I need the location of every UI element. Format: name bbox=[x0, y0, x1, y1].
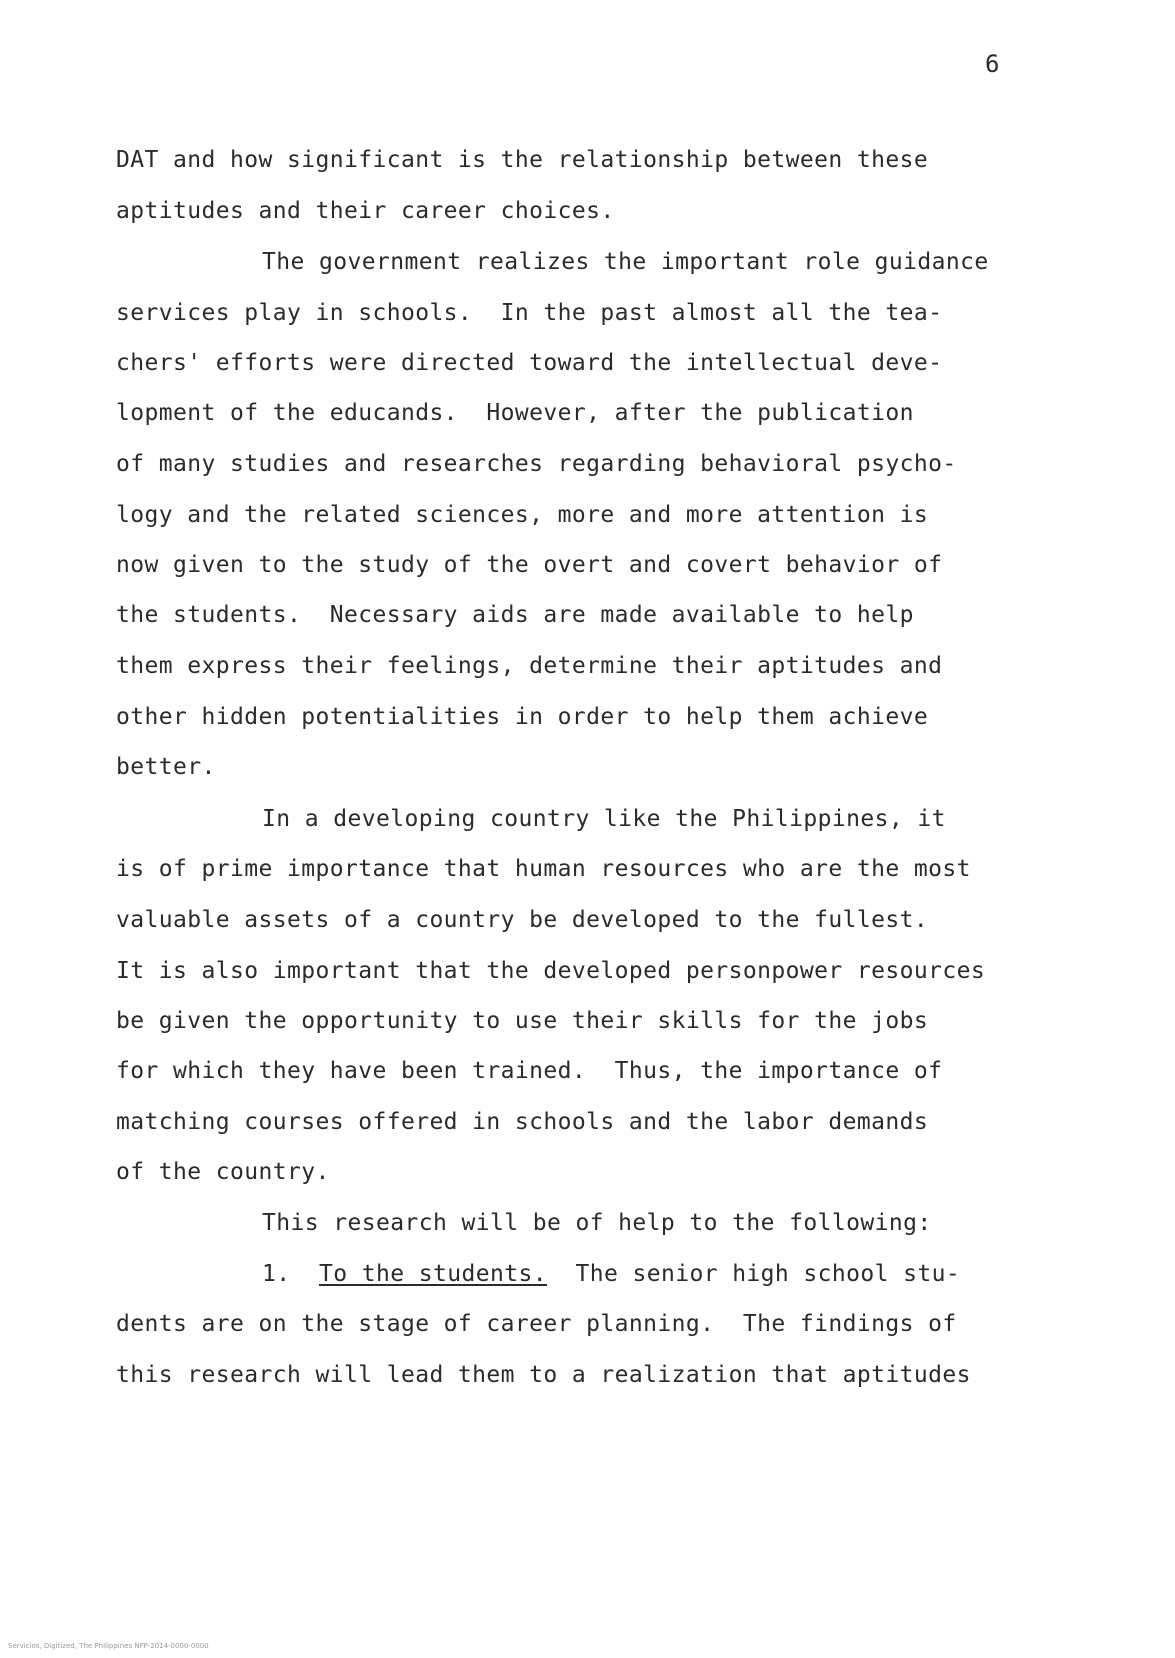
paragraph-line: It is also important that the developed personpower resources bbox=[116, 958, 986, 984]
paragraph-line: matching courses offered in schools and the labor demands bbox=[116, 1109, 929, 1135]
paragraph-line: The government realizes the important role guidance bbox=[262, 249, 989, 275]
paragraph-line: better. bbox=[116, 754, 216, 780]
paragraph-line: this research will lead them to a realization that aptitudes bbox=[116, 1362, 971, 1388]
paragraph-line: aptitudes and their career choices. bbox=[116, 198, 615, 224]
paragraph-line: logy and the related sciences, more and more attention is bbox=[116, 502, 929, 528]
page-number: 6 bbox=[985, 50, 1000, 78]
paragraph-line: is of prime importance that human resources who are the most bbox=[116, 856, 971, 882]
paragraph-line: them express their feelings, determine their aptitudes and bbox=[116, 653, 943, 679]
footer-note: Servicios, Digitized, The Philippines NFP-2014-0000-0000 bbox=[8, 1642, 209, 1650]
list-item-text: The senior high school stu- bbox=[575, 1261, 961, 1287]
list-item-heading: To the students. bbox=[319, 1261, 547, 1287]
paragraph-line: This research will be of help to the following: bbox=[262, 1210, 932, 1236]
paragraph-line: valuable assets of a country be developed to the fullest. bbox=[116, 907, 929, 933]
paragraph-line: chers' efforts were directed toward the intellectual deve- bbox=[116, 350, 943, 376]
paragraph-line: In a developing country like the Philippines, it bbox=[262, 806, 946, 832]
paragraph-line: the students. Necessary aids are made available to help bbox=[116, 602, 914, 628]
paragraph-line: dents are on the stage of career planning. The findings of bbox=[116, 1311, 957, 1337]
paragraph-line: services play in schools. In the past almost all the tea- bbox=[116, 300, 943, 326]
paragraph-line: for which they have been trained. Thus, the importance of bbox=[116, 1058, 943, 1084]
paragraph-line: lopment of the educands. However, after the publication bbox=[116, 400, 914, 426]
list-item-number: 1. bbox=[262, 1261, 291, 1287]
paragraph-line: now given to the study of the overt and covert behavior of bbox=[116, 552, 943, 578]
paragraph-line: DAT and how significant is the relationship between these bbox=[116, 147, 929, 173]
paragraph-line: of many studies and researches regarding behavioral psycho- bbox=[116, 451, 957, 477]
list-item-heading-line bbox=[262, 1259, 960, 1289]
paragraph-line: other hidden potentialities in order to help them achieve bbox=[116, 704, 929, 730]
paragraph-line: be given the opportunity to use their skills for the jobs bbox=[116, 1008, 929, 1034]
paragraph-line: of the country. bbox=[116, 1159, 330, 1185]
